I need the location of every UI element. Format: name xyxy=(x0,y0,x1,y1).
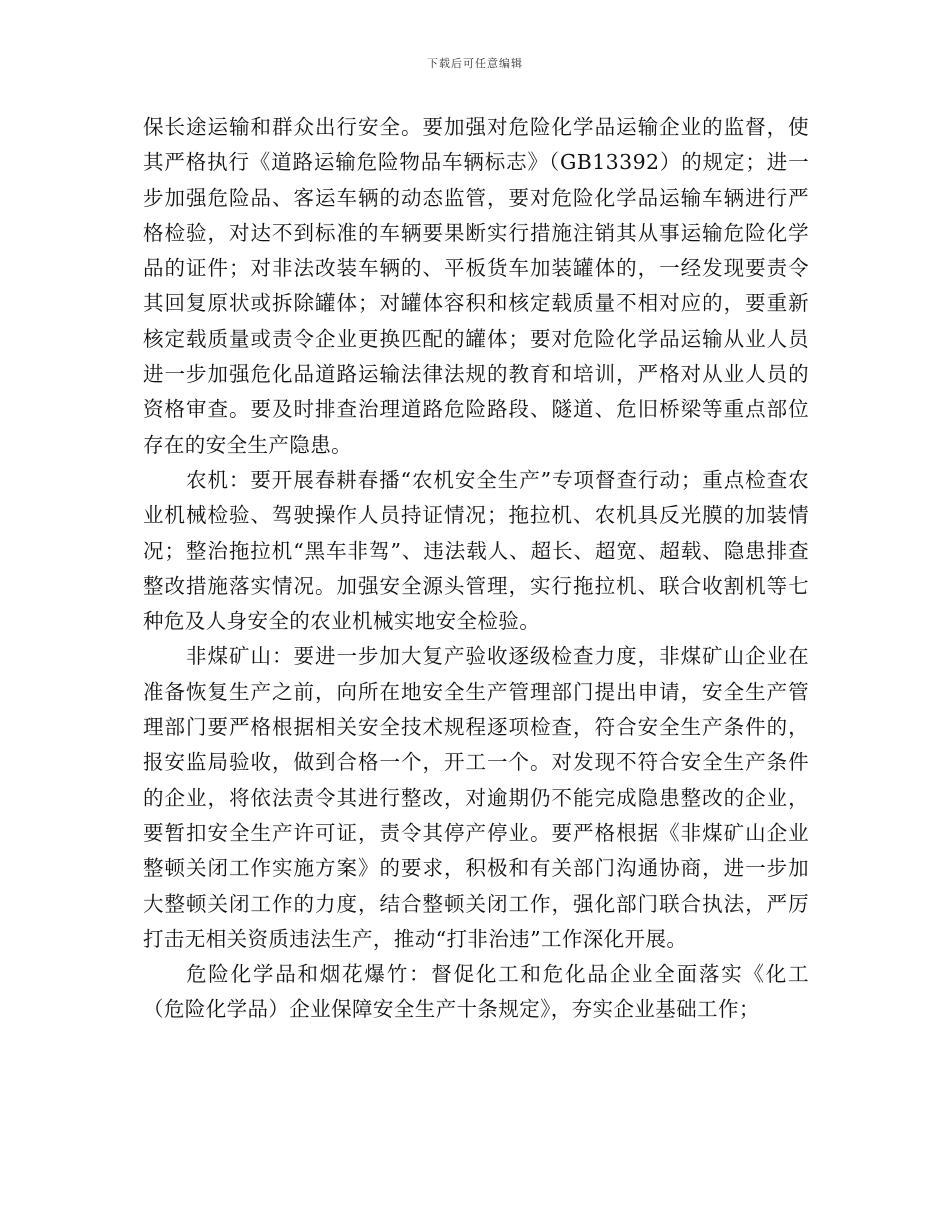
paragraph-transport-safety: 保长途运输和群众出行安全。要加强对危险化学品运输企业的监督，使其严格执行《道路运输危险物品车辆标志》（GB13392）的规定；进一步加强危险品、客运车辆的动态监管，要对危险化学品运输车辆进行严格检验，对达不到标准的车辆要果断实行措施注销其从事运输危险化学品的证件；对非法改装车辆的、平板货车加装罐体的，一经发现要责令其回复原状或拆除罐体；对罐体容积和核定载质量不相对应的，要重新核定载质量或责令企业更换匹配的罐体；要对危险化学品运输从业人员进一步加强危化品道路运输法律法规的教育和培训，严格对从业人员的资格审查。要及时排查治理道路危险路段、隧道、危旧桥梁等重点部位存在的安全生产隐患。 xyxy=(143,115,809,457)
paragraph-non-coal-mines: 非煤矿山：要进一步加大复产验收逐级检查力度，非煤矿山企业在准备恢复生产之前，向所在地安全生产管理部门提出申请，安全生产管理部门要严格根据相关安全技术规程逐项检查，符合安全生产条件的，报安监局验收，做到合格一个，开工一个。对发现不符合安全生产条件的企业，将依法责令其进行整改，对逾期仍不能完成隐患整改的企业，要暂扣安全生产许可证，责令其停产停业。要严格根据《非煤矿山企业整顿关闭工作实施方案》的要求，积极和有关部门沟通协商，进一步加大整顿关闭工作的力度，结合整顿关闭工作，强化部门联合执法，严厉打击无相关资质违法生产，推动“打非治违”工作深化开展。 xyxy=(143,644,809,951)
document-body xyxy=(143,110,809,1028)
paragraph-agricultural-machinery: 农机：要开展春耕春播“农机安全生产”专项督查行动；重点检查农业机械检验、驾驶操作人员持证情况；拖拉机、农机具反光膜的加装情况；整治拖拉机“黑车非驾”、违法载人、超长、超宽、超载、隐患排查整改措施落实情况。加强安全源头管理，实行拖拉机、联合收割机等七种危及人身安全的农业机械实地安全检验。 xyxy=(143,467,809,634)
paragraph-hazardous-chemicals: 危险化学品和烟花爆竹：督促化工和危化品企业全面落实《化工（危险化学品）企业保障安全生产十条规定》，夯实企业基础工作； xyxy=(143,962,809,1022)
page-header: 下载后可任意编辑 xyxy=(427,57,523,70)
